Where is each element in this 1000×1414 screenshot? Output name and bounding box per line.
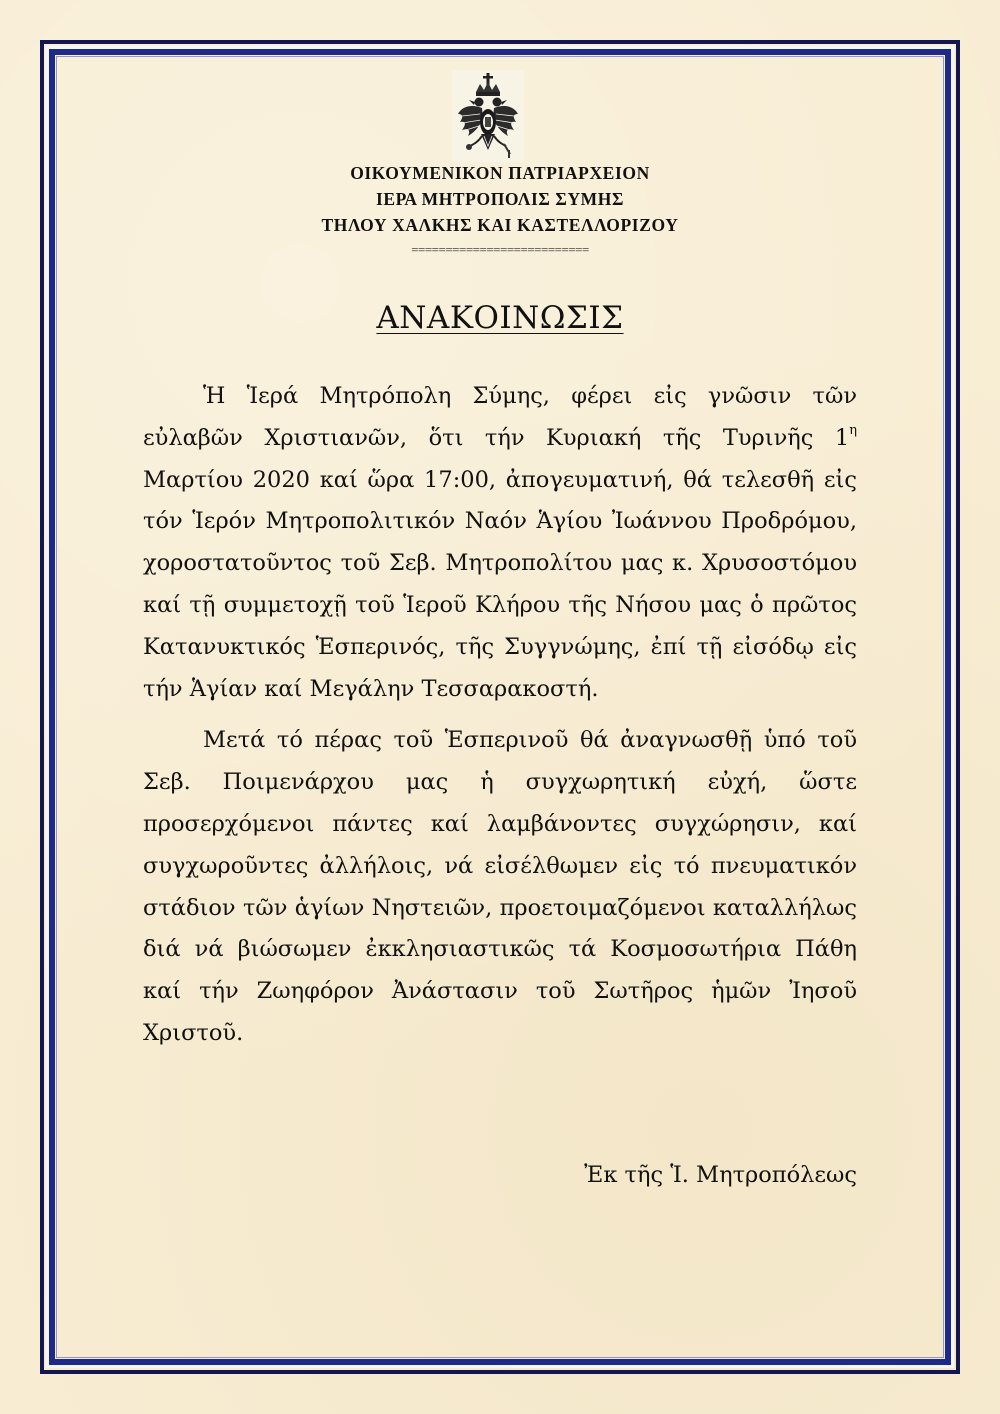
paragraph-1-text-end: Μαρτίου 2020 καί ὥρα 17:00, ἀπογευματινή, θά τελεσθῆ εἰς τόν Ἱερόν Μητροπολιτικόν Ναόν Ἁγίου Ἰωάννου Προδρόμου, χοροστατοῦντος τοῦ Σεβ. Μητροπολίτου μας κ. Χρυσοστόμου καί τῇ συμμετοχῇ τοῦ Ἱεροῦ Κλήρου τῆς Νήσου μας ὁ πρῶτος Κατανυκτικός Ἑσπερινός, τῆς Συγγνώμης, ἐπί τῇ εἰσόδῳ εἰς τήν Ἁγίαν καί Μεγάλην Τεσσαρακοστή. [143,466,857,702]
ordinal-suffix: η [849,422,857,438]
letterhead-line-metropolis: ΙΕΡΑ ΜΗΤΡΟΠΟΛΙΣ ΣΥΜΗΣ [375,189,625,209]
announcement-body [143,376,857,1055]
announcement-paragraph-1 [143,376,857,710]
document-title: ΑΝΑΚΟΙΝΩΣΙΣ [376,300,624,336]
letterhead [140,160,860,238]
announcement-paragraph-2: Μετά τό πέρας τοῦ Ἑσπερινοῦ θά ἀναγνωσθῇ ὑπό τοῦ Σεβ. Ποιμενάρχου μας ἡ συγχωρητική εὐχή, ὥστε προσερχόμενοι πάντες καί λαμβάνοντες συγχώρησιν, καί συγχωροῦντες ἀλλήλοις, νά εἰσέλθωμεν εἰς τό πνευματικόν στάδιον τῶν ἁγίων Νηστειῶν, προετοιμαζόμενοι καταλλήλως διά νά βιώσωμεν ἐκκλησιαστικῶς τά Κοσμοσωτήρια Πάθη καί τήν Ζωηφόρον Ἀνάστασιν τοῦ Σωτῆρος ἡμῶν Ἰησοῦ Χριστοῦ. [143,727,857,1046]
double-headed-eagle-icon [452,70,524,162]
signature-line: Ἐκ τῆς Ἱ. Μητροπόλεως [584,1162,857,1188]
letterhead-line-islands: ΤΗΛΟΥ ΧΑΛΚΗΣ ΚΑΙ ΚΑΣΤΕΛΛΟΡΙΖΟΥ [321,215,679,235]
paragraph-1-text-start: Ἡ Ἱερά Μητρόπολη Σύμης, φέρει εἰς γνῶσιν τῶν εὐλαβῶν Χριστιανῶν, ὅτι τήν Κυριακή τῆς Τυρινῆς 1 [143,383,857,451]
letterhead-separator: ========================== [411,242,589,257]
letterhead-line-patriarchate: ΟΙΚΟΥΜΕΝΙΚΟΝ ΠΑΤΡΙΑΡΧΕΙΟΝ [350,163,650,183]
